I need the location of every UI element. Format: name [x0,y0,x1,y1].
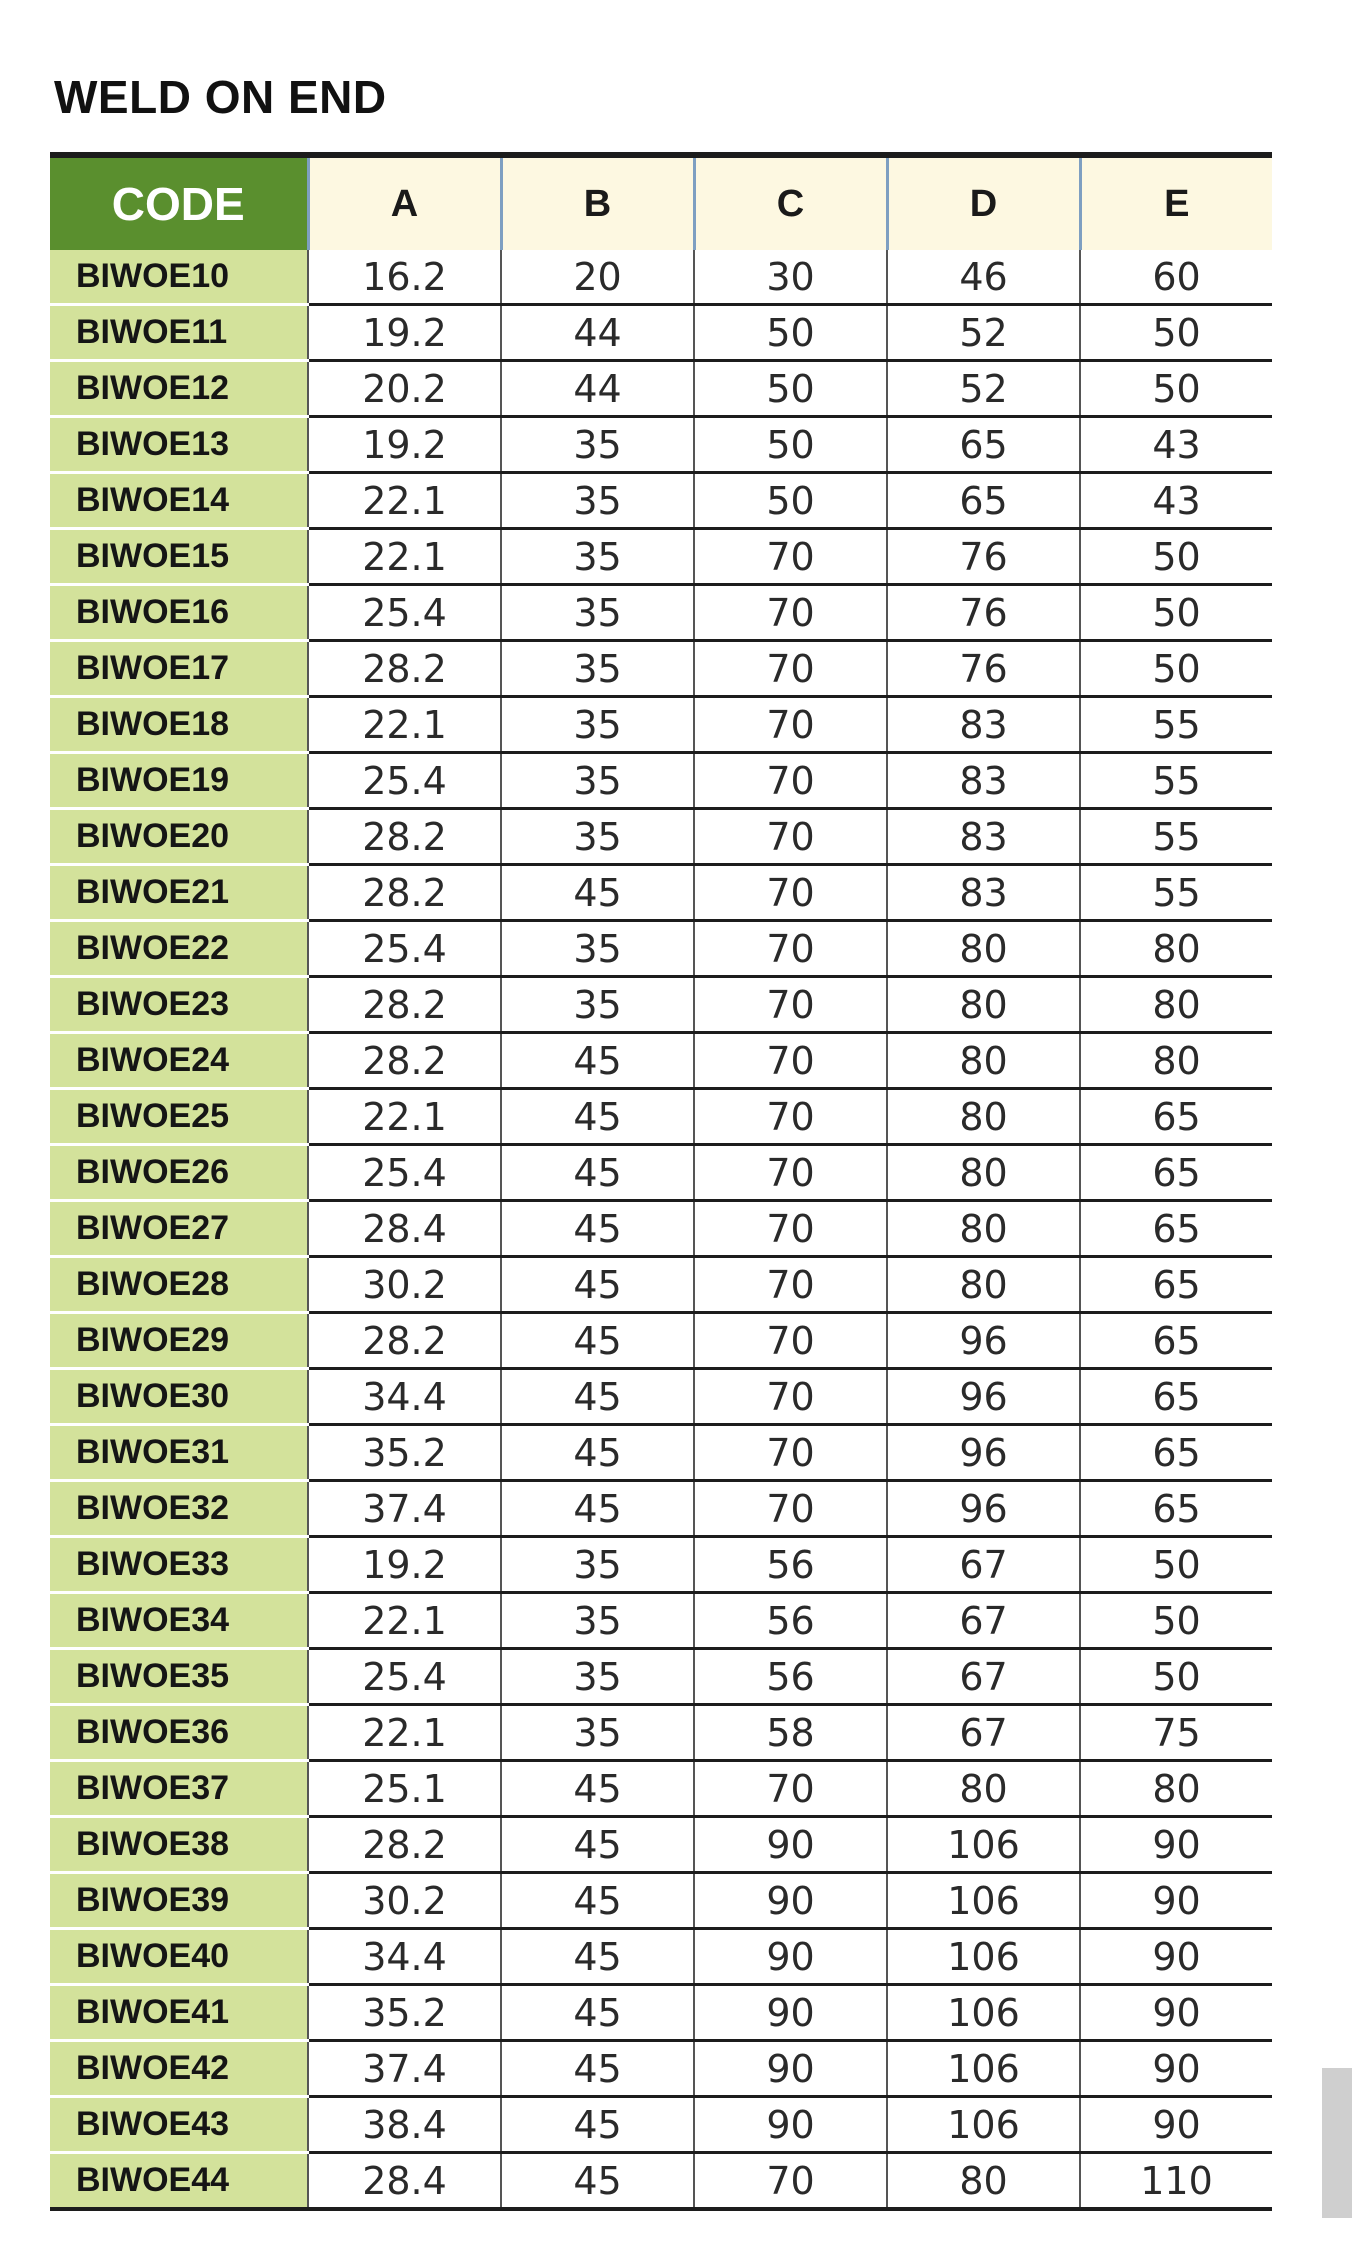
dimension-cell-a: 22.1 [308,1593,501,1649]
code-cell: BIWOE33 [50,1537,308,1593]
code-cell: BIWOE32 [50,1481,308,1537]
code-cell: BIWOE26 [50,1145,308,1201]
dimension-cell-d: 76 [887,529,1080,585]
dimension-cell-e: 90 [1080,1873,1272,1929]
dimension-cell-b: 45 [501,1985,694,2041]
code-cell: BIWOE44 [50,2153,308,2210]
dimension-cell-d: 106 [887,2041,1080,2097]
dimension-cell-c: 70 [694,1369,887,1425]
code-cell: BIWOE14 [50,473,308,529]
dimension-cell-c: 70 [694,585,887,641]
dimension-cell-a: 34.4 [308,1929,501,1985]
dimension-cell-a: 16.2 [308,250,501,305]
dimension-cell-d: 106 [887,2097,1080,2153]
dimension-cell-c: 70 [694,1201,887,1257]
dimension-cell-a: 19.2 [308,305,501,361]
dimension-cell-d: 67 [887,1537,1080,1593]
dimension-cell-d: 46 [887,250,1080,305]
table-row [50,473,1272,529]
dimension-cell-d: 106 [887,1873,1080,1929]
dimension-cell-e: 65 [1080,1481,1272,1537]
dimension-cell-b: 45 [501,1313,694,1369]
table-row [50,1369,1272,1425]
table-row [50,1649,1272,1705]
dimension-cell-e: 60 [1080,250,1272,305]
dimension-cell-e: 50 [1080,585,1272,641]
dimension-cell-c: 56 [694,1593,887,1649]
table-row [50,250,1272,305]
dimension-cell-e: 65 [1080,1145,1272,1201]
table-row [50,753,1272,809]
table-row [50,977,1272,1033]
dimension-cell-a: 22.1 [308,473,501,529]
dimension-cell-d: 80 [887,1257,1080,1313]
dimension-cell-c: 90 [694,2097,887,2153]
code-cell: BIWOE22 [50,921,308,977]
table-row [50,1481,1272,1537]
dimension-cell-b: 45 [501,2153,694,2210]
dimension-cell-d: 83 [887,809,1080,865]
dimension-cell-e: 50 [1080,529,1272,585]
dimension-cell-d: 83 [887,753,1080,809]
dimension-cell-b: 35 [501,753,694,809]
dimension-cell-e: 80 [1080,921,1272,977]
table-row [50,361,1272,417]
code-cell: BIWOE43 [50,2097,308,2153]
dimension-cell-b: 45 [501,1817,694,1873]
table-row [50,529,1272,585]
dimension-cell-d: 106 [887,1929,1080,1985]
dimension-cell-d: 52 [887,361,1080,417]
dimension-cell-a: 28.2 [308,1817,501,1873]
dimension-cell-d: 83 [887,697,1080,753]
dimension-cell-a: 25.4 [308,1145,501,1201]
dimension-cell-b: 35 [501,585,694,641]
table-row [50,921,1272,977]
dimension-cell-a: 28.2 [308,977,501,1033]
table-row [50,1425,1272,1481]
table-row [50,809,1272,865]
dimension-cell-a: 22.1 [308,1705,501,1761]
code-cell: BIWOE23 [50,977,308,1033]
code-cell: BIWOE30 [50,1369,308,1425]
dimension-cell-d: 52 [887,305,1080,361]
dimension-cell-b: 45 [501,1873,694,1929]
dimension-cell-c: 70 [694,1481,887,1537]
dimension-cell-e: 90 [1080,1817,1272,1873]
column-header-b: B [501,158,694,250]
dimension-cell-b: 45 [501,2041,694,2097]
dimension-cell-b: 45 [501,1369,694,1425]
dimension-cell-e: 50 [1080,641,1272,697]
dimension-cell-d: 65 [887,473,1080,529]
dimension-cell-c: 70 [694,977,887,1033]
dimension-cell-a: 34.4 [308,1369,501,1425]
dimension-cell-a: 28.2 [308,865,501,921]
column-header-code: CODE [50,158,308,250]
dimension-cell-a: 28.2 [308,641,501,697]
code-cell: BIWOE13 [50,417,308,473]
dimension-cell-b: 35 [501,697,694,753]
dimension-cell-b: 45 [501,1481,694,1537]
code-cell: BIWOE34 [50,1593,308,1649]
dimension-cell-e: 110 [1080,2153,1272,2210]
table-row [50,2097,1272,2153]
code-cell: BIWOE31 [50,1425,308,1481]
dimension-cell-c: 50 [694,305,887,361]
dimension-cell-b: 35 [501,809,694,865]
table-row [50,1201,1272,1257]
dimension-cell-a: 19.2 [308,417,501,473]
table-row [50,417,1272,473]
dimension-cell-c: 50 [694,473,887,529]
weld-on-end-table [50,158,1272,2211]
dimension-cell-d: 96 [887,1481,1080,1537]
dimension-cell-e: 55 [1080,809,1272,865]
table-row [50,1985,1272,2041]
dimension-cell-c: 70 [694,529,887,585]
code-cell: BIWOE24 [50,1033,308,1089]
table-row [50,1705,1272,1761]
code-cell: BIWOE25 [50,1089,308,1145]
dimension-cell-a: 35.2 [308,1985,501,2041]
dimension-cell-c: 70 [694,1313,887,1369]
dimension-cell-e: 65 [1080,1257,1272,1313]
dimension-cell-c: 70 [694,1761,887,1817]
dimension-cell-c: 70 [694,809,887,865]
table-row [50,2041,1272,2097]
dimension-cell-e: 50 [1080,1537,1272,1593]
dimension-cell-d: 80 [887,921,1080,977]
dimension-cell-a: 25.4 [308,753,501,809]
dimension-cell-b: 44 [501,305,694,361]
table-row [50,641,1272,697]
code-cell: BIWOE12 [50,361,308,417]
dimension-cell-e: 43 [1080,473,1272,529]
dimension-cell-d: 80 [887,1761,1080,1817]
dimension-cell-e: 50 [1080,305,1272,361]
dimension-cell-b: 35 [501,1537,694,1593]
dimension-cell-b: 35 [501,1649,694,1705]
dimension-cell-c: 70 [694,697,887,753]
dimension-cell-b: 35 [501,977,694,1033]
dimension-cell-e: 50 [1080,1593,1272,1649]
dimension-cell-b: 35 [501,529,694,585]
dimension-cell-d: 80 [887,1145,1080,1201]
dimension-cell-a: 22.1 [308,529,501,585]
dimension-cell-e: 90 [1080,1929,1272,1985]
table-row [50,2153,1272,2210]
dimension-cell-a: 22.1 [308,697,501,753]
dimension-cell-e: 43 [1080,417,1272,473]
dimension-cell-a: 30.2 [308,1873,501,1929]
dimension-cell-a: 28.2 [308,1313,501,1369]
table-row [50,1033,1272,1089]
dimension-cell-c: 70 [694,921,887,977]
dimension-cell-d: 96 [887,1425,1080,1481]
dimension-cell-d: 96 [887,1313,1080,1369]
column-header-e: E [1080,158,1272,250]
code-cell: BIWOE21 [50,865,308,921]
dimension-cell-e: 55 [1080,753,1272,809]
dimension-cell-e: 55 [1080,697,1272,753]
dimension-cell-d: 80 [887,2153,1080,2210]
code-cell: BIWOE19 [50,753,308,809]
column-header-c: C [694,158,887,250]
dimension-cell-a: 20.2 [308,361,501,417]
dimension-cell-c: 70 [694,753,887,809]
dimension-cell-e: 65 [1080,1425,1272,1481]
dimension-cell-a: 22.1 [308,1089,501,1145]
table-row [50,865,1272,921]
table-row [50,1761,1272,1817]
dimension-cell-d: 106 [887,1985,1080,2041]
dimension-cell-c: 56 [694,1537,887,1593]
dimension-cell-b: 45 [501,1145,694,1201]
dimension-cell-d: 65 [887,417,1080,473]
dimension-cell-c: 90 [694,1817,887,1873]
dimension-cell-b: 45 [501,1033,694,1089]
dimension-cell-b: 45 [501,1089,694,1145]
dimension-cell-c: 58 [694,1705,887,1761]
dimension-cell-d: 67 [887,1649,1080,1705]
table-row [50,1593,1272,1649]
dimension-cell-c: 50 [694,417,887,473]
dimension-cell-a: 28.2 [308,1033,501,1089]
code-cell: BIWOE38 [50,1817,308,1873]
dimension-cell-d: 96 [887,1369,1080,1425]
code-cell: BIWOE37 [50,1761,308,1817]
code-cell: BIWOE29 [50,1313,308,1369]
dimension-cell-e: 55 [1080,865,1272,921]
dimension-cell-b: 45 [501,1201,694,1257]
dimension-cell-d: 83 [887,865,1080,921]
table-row [50,305,1272,361]
code-cell: BIWOE10 [50,250,308,305]
dimension-cell-c: 70 [694,1425,887,1481]
dimension-cell-a: 25.1 [308,1761,501,1817]
dimension-cell-e: 80 [1080,977,1272,1033]
dimension-cell-b: 45 [501,865,694,921]
dimension-cell-e: 65 [1080,1089,1272,1145]
dimension-cell-e: 90 [1080,2097,1272,2153]
dimension-cell-d: 106 [887,1817,1080,1873]
dimension-cell-b: 35 [501,1593,694,1649]
dimension-cell-a: 28.4 [308,1201,501,1257]
page-title: WELD ON END [54,71,387,123]
code-cell: BIWOE15 [50,529,308,585]
table-row [50,1873,1272,1929]
table-row [50,1929,1272,1985]
dimension-cell-c: 70 [694,1033,887,1089]
table-row [50,1257,1272,1313]
dimension-cell-e: 65 [1080,1201,1272,1257]
dimension-cell-d: 80 [887,1089,1080,1145]
dimension-cell-b: 45 [501,1257,694,1313]
dimension-cell-c: 70 [694,2153,887,2210]
dimension-cell-a: 37.4 [308,2041,501,2097]
code-cell: BIWOE39 [50,1873,308,1929]
column-header-d: D [887,158,1080,250]
dimension-cell-e: 65 [1080,1313,1272,1369]
dimension-cell-e: 80 [1080,1033,1272,1089]
dimension-cell-b: 35 [501,1705,694,1761]
dimension-cell-c: 56 [694,1649,887,1705]
code-cell: BIWOE20 [50,809,308,865]
code-cell: BIWOE11 [50,305,308,361]
dimension-cell-c: 50 [694,361,887,417]
code-cell: BIWOE28 [50,1257,308,1313]
dimension-cell-b: 44 [501,361,694,417]
dimension-cell-b: 45 [501,2097,694,2153]
dimension-cell-d: 80 [887,1201,1080,1257]
dimension-cell-d: 76 [887,585,1080,641]
table-row [50,1089,1272,1145]
column-header-a: A [308,158,501,250]
dimension-cell-a: 37.4 [308,1481,501,1537]
dimension-cell-a: 28.4 [308,2153,501,2210]
dimension-cell-e: 65 [1080,1369,1272,1425]
dimension-cell-b: 35 [501,473,694,529]
dimension-cell-b: 45 [501,1929,694,1985]
dimension-cell-c: 70 [694,1089,887,1145]
dimension-cell-c: 70 [694,1145,887,1201]
dimension-cell-d: 76 [887,641,1080,697]
dimension-cell-d: 67 [887,1593,1080,1649]
code-cell: BIWOE18 [50,697,308,753]
dimension-cell-a: 25.4 [308,585,501,641]
code-cell: BIWOE35 [50,1649,308,1705]
dimension-cell-b: 35 [501,641,694,697]
dimension-cell-c: 70 [694,1257,887,1313]
dimension-cell-c: 90 [694,1873,887,1929]
dimension-cell-b: 35 [501,921,694,977]
code-cell: BIWOE27 [50,1201,308,1257]
dimension-cell-e: 75 [1080,1705,1272,1761]
dimension-cell-a: 25.4 [308,921,501,977]
page-edge-shadow [1322,2068,1352,2218]
code-cell: BIWOE42 [50,2041,308,2097]
dimension-cell-e: 90 [1080,2041,1272,2097]
dimension-cell-c: 70 [694,641,887,697]
table-row [50,697,1272,753]
dimension-cell-a: 19.2 [308,1537,501,1593]
table-row [50,585,1272,641]
dimension-cell-c: 70 [694,865,887,921]
dimension-cell-c: 90 [694,2041,887,2097]
dimension-cell-e: 90 [1080,1985,1272,2041]
code-cell: BIWOE41 [50,1985,308,2041]
table-row [50,1817,1272,1873]
dimension-cell-a: 25.4 [308,1649,501,1705]
dimension-cell-c: 90 [694,1985,887,2041]
code-cell: BIWOE16 [50,585,308,641]
table-header-row [50,158,1272,250]
dimension-cell-d: 67 [887,1705,1080,1761]
dimension-cell-b: 45 [501,1761,694,1817]
dimension-cell-a: 35.2 [308,1425,501,1481]
dimension-cell-a: 30.2 [308,1257,501,1313]
dimension-cell-c: 90 [694,1929,887,1985]
table-row [50,1145,1272,1201]
dimension-cell-d: 80 [887,1033,1080,1089]
table-body [50,250,1272,2209]
table-row [50,1313,1272,1369]
code-cell: BIWOE40 [50,1929,308,1985]
dimension-cell-b: 20 [501,250,694,305]
dimension-cell-e: 80 [1080,1761,1272,1817]
dimension-cell-b: 45 [501,1425,694,1481]
table-row [50,1537,1272,1593]
dimension-cell-a: 38.4 [308,2097,501,2153]
code-cell: BIWOE36 [50,1705,308,1761]
code-cell: BIWOE17 [50,641,308,697]
dimension-cell-a: 28.2 [308,809,501,865]
dimension-cell-e: 50 [1080,1649,1272,1705]
dimension-cell-d: 80 [887,977,1080,1033]
dimension-cell-b: 35 [501,417,694,473]
dimension-cell-e: 50 [1080,361,1272,417]
dimension-cell-c: 30 [694,250,887,305]
